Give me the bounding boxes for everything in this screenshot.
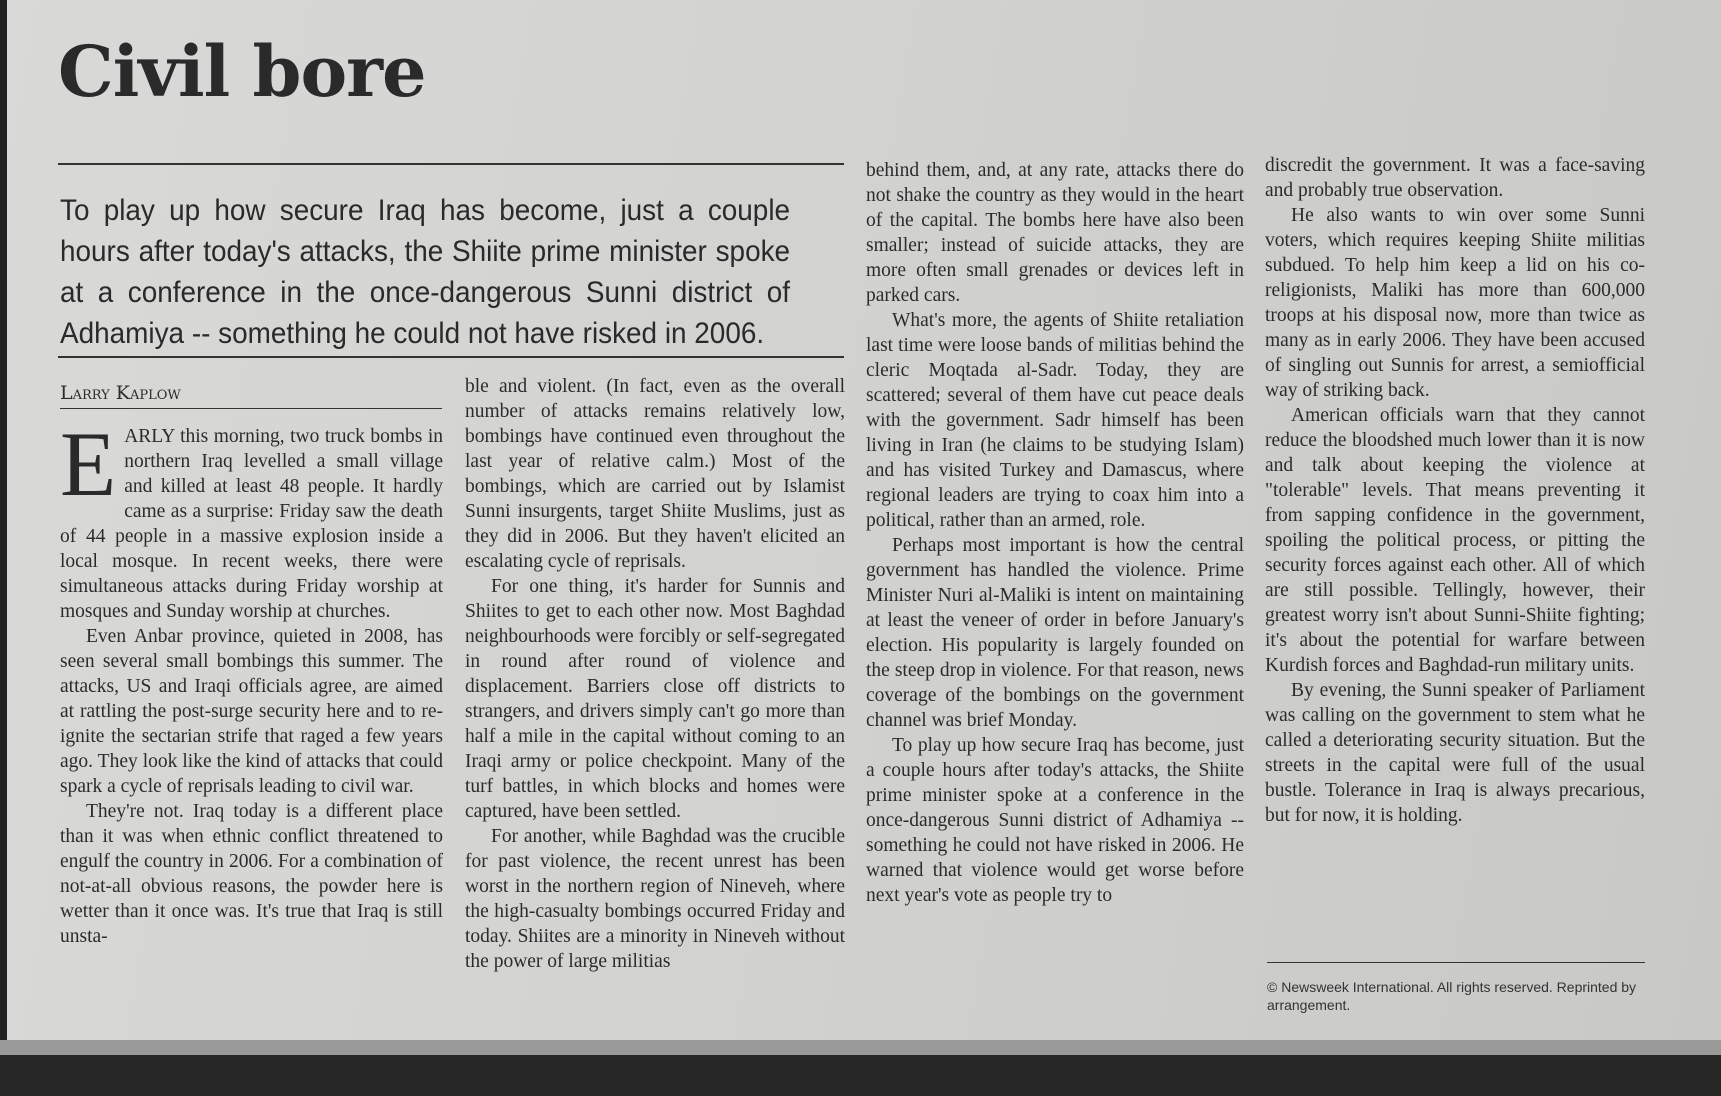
copyright-credit: © Newsweek International. All rights reserved. Reprinted by arrangement. (1267, 979, 1637, 1013)
column-3-paragraph: behind them, and, at any rate, attacks there do not shake the country as they would in the heart of the capital. The bombs here have also been smaller; instead of suicide attacks, they are more often small grenades or devices left in parked cars. (866, 160, 1244, 306)
column-1-paragraph-text: ARLY this morning, two truck bombs in northern Iraq levelled a small village and killed at least 48 people. It hardly came as a surprise: Friday saw the death of 44 people in a massive explosion inside a local mosque. In recent weeks, there were simultaneous attacks during Friday worship at mosques and Sunday worship at churches. (60, 426, 443, 622)
column-4 (1265, 153, 1645, 828)
credit-rule (1267, 962, 1645, 963)
column-1-paragraph: They're not. Iraq today is a different place than it was when ethnic conflict threatened to engulf the country in 2006. For a combination of not-at-all obvious reasons, the powder here is wetter than it once was. It's true that Iraq is still unsta- (60, 801, 443, 947)
page-bottom-shadow (0, 1040, 1721, 1055)
headline: Civil bore (58, 30, 426, 113)
column-4-paragraph: discredit the government. It was a face-saving and probably true observation. (1265, 155, 1645, 201)
column-2-paragraph: For another, while Baghdad was the crucible for past violence, the recent unrest has been worst in the northern region of Nineveh, where the high-casualty bombings occurred Friday and today. Shiites are a minority in Nineveh without the power of large militias (465, 826, 845, 972)
page-bottom-edge (0, 1055, 1721, 1096)
column-1 (60, 413, 443, 949)
byline-rule (60, 408, 442, 409)
page-left-edge (0, 0, 7, 1040)
deck-top-rule (58, 163, 844, 165)
column-1-paragraph (60, 413, 443, 624)
column-3 (866, 158, 1244, 908)
column-4-paragraph: He also wants to win over some Sunni voters, which requires keeping Shiite militias subdued. To help him keep a lid on his co-religionists, Maliki has more than 600,000 troops at his disposal now, more than twice as many as in early 2006. They have been accused of singling out Sunnis for arrest, a semiofficial way of striking back. (1265, 205, 1645, 401)
column-3-paragraph: Perhaps most important is how the central government has handled the violence. Prime Minister Nuri al-Maliki is intent on maintaining at least the veneer of order in before January's election. His popularity is largely founded on the steep drop in violence. For that reason, news coverage of the bombings on the government channel was brief Monday. (866, 535, 1244, 731)
byline: Larry Kaplow (60, 382, 181, 404)
column-2-paragraph: For one thing, it's harder for Sunnis and Shiites to get to each other now. Most Baghdad neighbourhoods were forcibly or self-segregated in round after round of violence and displacement. Barriers close off districts to strangers, and drivers simply can't go more than half a mile in the capital without coming to an Iraqi army or police checkpoint. Many of the turf battles, in which blocks and homes were captured, have been settled. (465, 576, 845, 822)
column-4-paragraph: By evening, the Sunni speaker of Parliament was calling on the government to stem what he called a deteriorating security situation. But the streets in the capital were full of the usual bustle. Tolerance in Iraq is always precarious, but for now, it is holding. (1265, 680, 1645, 826)
deck-bottom-rule (58, 356, 844, 358)
column-4-paragraph: American officials warn that they cannot reduce the bloodshed much lower than it is now and talk about keeping the violence at "tolerable" levels. That means preventing it from sapping confidence in the government, spoiling the political process, or pitting the security forces against each other. All of which are still possible. Tellingly, however, their greatest worry isn't about Sunni-Shiite fighting; it's about the potential for warfare between Kurdish forces and Baghdad-run military units. (1265, 405, 1645, 676)
column-2 (465, 374, 845, 974)
column-3-paragraph: To play up how secure Iraq has become, just a couple hours after today's attacks, the Shiite prime minister spoke at a conference in the once-dangerous Sunni district of Adhamiya -- something he could not have risked in 2006. He warned that violence would get worse before next year's vote as people try to (866, 735, 1244, 906)
column-3-paragraph: What's more, the agents of Shiite retaliation last time were loose bands of militias behind the cleric Moqtada al-Sadr. Today, they are scattered; several of them have cut peace deals with the government. Sadr himself has been living in Iran (he claims to be studying Islam) and has visited Turkey and Damascus, where regional leaders are trying to coax him into a political, rather than an armed, role. (866, 310, 1244, 531)
column-1-paragraph: Even Anbar province, quieted in 2008, has seen several small bombings this summer. The attacks, US and Iraqi officials agree, are aimed at rattling the post-surge security here and to re-ignite the sectarian strife that raged a few years ago. They look like the kind of attacks that could spark a cycle of reprisals leading to civil war. (60, 626, 443, 797)
column-2-paragraph: ble and violent. (In fact, even as the overall number of attacks remains relatively low, bombings have continued even throughout the last year of relative calm.) Most of the bombings, which are carried out by Islamist Sunni insurgents, target Shiite Muslims, just as they did in 2006. But they haven't elicited an escalating cycle of reprisals. (465, 376, 845, 572)
deck-summary: To play up how secure Iraq has become, just a couple hours after today's attacks, the Shiite prime minister spoke at a conference in the once-dangerous Sunni district of Adhamiya -- something he could not have risked in 2006. (60, 194, 791, 350)
drop-cap: E (60, 413, 117, 515)
